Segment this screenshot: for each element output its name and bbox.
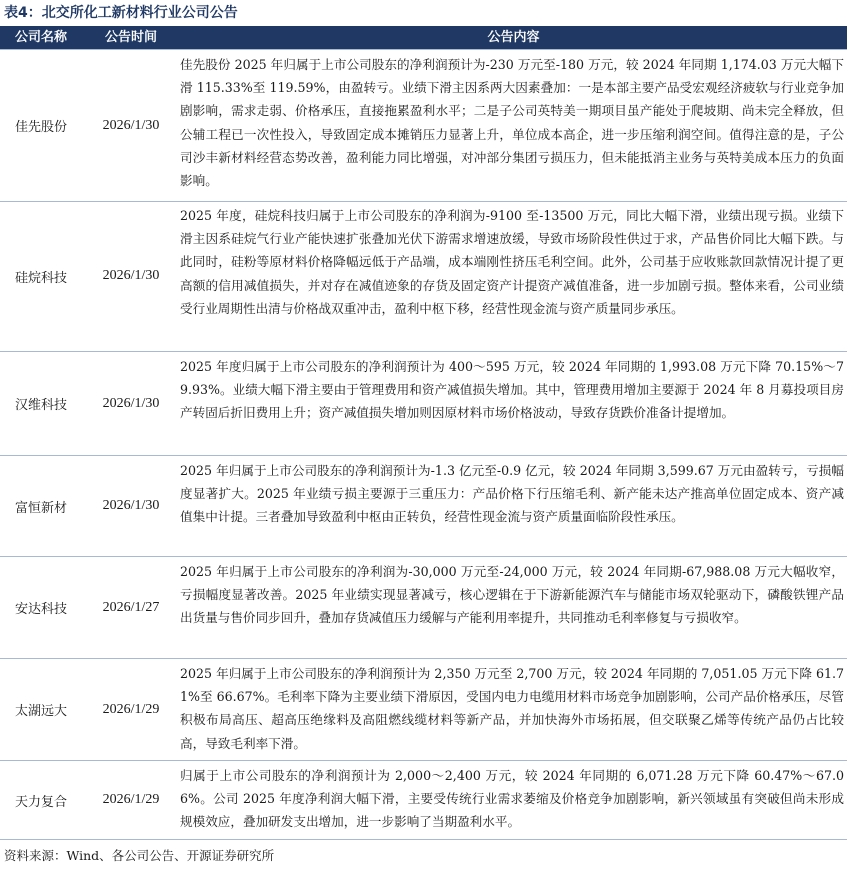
- table-title: 表4：北交所化工新材料行业公司公告: [4, 5, 238, 21]
- announcement-content: 2025 年归属于上市公司股东的净利润预计为-1.3 亿元至-0.9 亿元，较 2024 年同期 3,599.67 万元由盈转亏，亏损幅度显著扩大。2025 年业绩亏损主要源于三重压力：产品价格下行压缩毛利、新产能未达产推高单位固定成本、资产减值集中计提。三者叠加导致盈利中枢由正转负，经营性现金流与资产质量面临阶段性承压。: [180, 463, 844, 525]
- announcement-date: 2026/1/27: [102, 599, 160, 615]
- table-header: [0, 26, 847, 49]
- table-row: [0, 659, 847, 761]
- table-row: [0, 761, 847, 840]
- announcement-content: 2025 年归属于上市公司股东的净利润预计为 2,350 万元至 2,700 万元，较 2024 年同期的 7,051.05 万元下降 61.71%至 66.67%。毛利率下降为主要业绩下滑原因，受国内电力电缆用材料市场竞争加剧影响，公司产品价格承压，尽管积极布局高压、超高压绝缘料及高阻燃线缆材料等新产品，并加快海外市场拓展，但交联聚乙烯等传统产品仍占比较高，导致毛利率下滑。: [180, 666, 844, 751]
- source-note: 资料来源：Wind、各公司公告、开源证券研究所: [4, 848, 275, 863]
- table-row: [0, 557, 847, 659]
- announcement-content: 归属于上市公司股东的净利润预计为 2,000～2,400 万元，较 2024 年同期的 6,071.28 万元下降 60.47%～67.06%。公司 2025 年度净利润大幅下滑，主要受传统行业需求萎缩及价格竞争加剧影响，新兴领域虽有突破但尚未形成规模效应，叠加研发支出增加，进一步影响了当期盈利水平。: [180, 768, 844, 830]
- announcement-date: 2026/1/30: [102, 498, 160, 513]
- header-company: 公司名称: [14, 30, 67, 45]
- announcement-content: 2025 年归属于上市公司股东的净利润为-30,000 万元至-24,000 万元，较 2024 年同期-67,988.08 万元大幅收窄，亏损幅度显著改善。2025 年业绩实现显著减亏，核心逻辑在于下游新能源汽车与储能市场双轮驱动下，磷酸铁锂产品出货量与售价同步回升，叠加存货减值压力缓解与产能利用率提升，共同推动毛利率修复与亏损收窄。: [180, 564, 844, 626]
- announcement-date: 2026/1/30: [102, 268, 160, 283]
- company-name: 天力复合: [14, 794, 67, 810]
- table-row: [0, 201, 847, 352]
- announcement-date: 2026/1/29: [102, 792, 160, 807]
- table-row: [0, 352, 847, 456]
- company-name: 富恒新材: [14, 500, 67, 516]
- announcement-content: 佳先股份 2025 年归属于上市公司股东的净利润预计为-230 万元至-180 万元，较 2024 年同期 1,174.03 万元大幅下滑 115.33%至 119.59%，由盈转亏。业绩下滑主因系两大因素叠加：一是本部主要产品受宏观经济疲软与行业竞争加剧影响，需求走弱、价格承压，直接拖累盈利水平；二是子公司英特美一期项目虽产能处于爬坡期、尚未完全释放，但公辅工程已一次性投入，导致固定成本摊销压力显著上升，单位成本高企，进一步压缩利润空间。值得注意的是，子公司沙丰新材料经营态势改善，盈利能力同比增强，对冲部分集团亏损压力，但未能抵消主业务与英特美成本压力的负面影响。: [180, 57, 844, 189]
- announcement-date: 2026/1/30: [102, 395, 160, 411]
- company-name: 太湖远大: [14, 704, 67, 719]
- company-name: 安达科技: [14, 602, 67, 617]
- table-row: [0, 49, 847, 202]
- header-date: 公告时间: [104, 30, 157, 45]
- table-row: [0, 456, 847, 557]
- announcement-content: 2025 年度，硅烷科技归属于上市公司股东的净利润为-9100 至-13500 万元，同比大幅下滑，业绩出现亏损。业绩下滑主因系硅烷气行业产能快速扩张叠加光伏下游需求增速放缓，导致市场阶段性供过于求，产品售价同比大幅下跌。与此同时，硅粉等原材料价格降幅远低于产品端，成本端刚性挤压毛利空间。此外，公司基于应收账款回款情况计提了更高额的信用减值损失，并对存在减值迹象的存货及固定资产计提资产减值准备，进一步加剧亏损。整体来看，公司业绩受行业周期性出清与价格战双重冲击，盈利中枢下移，经营性现金流与资产质量同步承压。: [180, 208, 844, 316]
- announcement-date: 2026/1/29: [102, 701, 160, 717]
- announcement-content: 2025 年度归属于上市公司股东的净利润预计为 400～595 万元，较 2024 年同期的 1,993.08 万元下降 70.15%～79.93%。业绩大幅下滑主要由于管理费用和资产减值损失增加。其中，管理费用增加主要源于 2024 年 8 月募投项目房产转固后折旧费用上升；资产减值损失增加则因原材料市场价格波动，导致存货跌价准备计提增加。: [180, 359, 844, 421]
- company-name: 硅烷科技: [14, 270, 67, 286]
- header-content: 公告内容: [487, 30, 540, 45]
- company-name: 汉维科技: [14, 398, 67, 413]
- announcement-date: 2026/1/30: [102, 117, 160, 133]
- company-name: 佳先股份: [14, 120, 67, 135]
